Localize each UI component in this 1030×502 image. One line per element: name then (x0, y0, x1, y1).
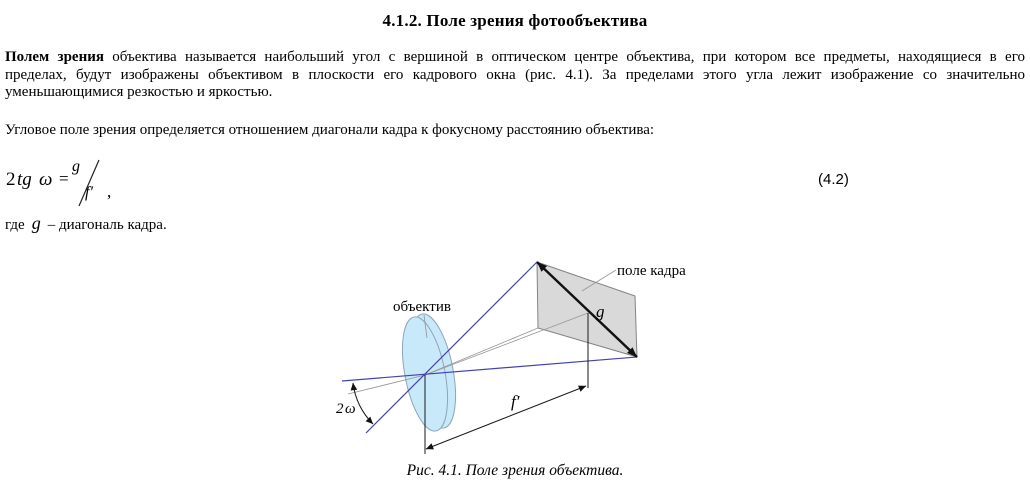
frame-label: поле кадра (617, 263, 686, 279)
formula-omega: ω (39, 169, 53, 190)
where-text: – диагональ кадра. (47, 217, 167, 233)
paragraph-field-of-view (5, 49, 1025, 102)
formula-equals: = (59, 169, 69, 188)
formula-function: tg (17, 169, 32, 190)
formula-4-2 (5, 158, 165, 212)
where-clause (5, 213, 167, 234)
formula-coefficient: 2 (6, 169, 16, 190)
diagonal-label: g (596, 302, 605, 321)
formula-denominator: f′ (85, 184, 93, 201)
optics-diagram-svg (330, 247, 710, 461)
paragraph-line: пределах, будут изображены объективом в плоскости его кадрового окна (рис. 4.1). За пределами этого угла лежит изображение со значительно (5, 66, 1025, 83)
paragraph-line (5, 49, 1025, 67)
angle-label: 2ω (336, 401, 358, 417)
paragraph-text: объектива называется наибольший угол с вершиной в оптическом центре объектива, при котором все предметы, находящиеся в его (103, 49, 1025, 65)
formula-comma: , (107, 182, 112, 201)
formula-equation-number: (4.2) (818, 171, 849, 188)
paragraph-angular-field: Угловое поле зрения определяется отношением диагонали кадра к фокусному расстоянию объектива: (5, 122, 655, 138)
ray-upper-line (342, 357, 637, 381)
figure-caption: Рис. 4.1. Поле зрения объектива. (406, 462, 624, 479)
figure-diagram (330, 247, 710, 461)
lens-label: объектив (393, 299, 451, 315)
focal-label: f′ (511, 392, 520, 411)
where-symbol: g (31, 213, 41, 233)
where-prefix: где (5, 217, 25, 233)
term-bold: Полем зрения (5, 49, 104, 65)
paragraph-line: уменьшающимися резкостью и яркостью. (5, 84, 273, 100)
page-title: 4.1.2. Поле зрения фотообъектива (382, 11, 648, 30)
formula-numerator: g (72, 158, 80, 175)
